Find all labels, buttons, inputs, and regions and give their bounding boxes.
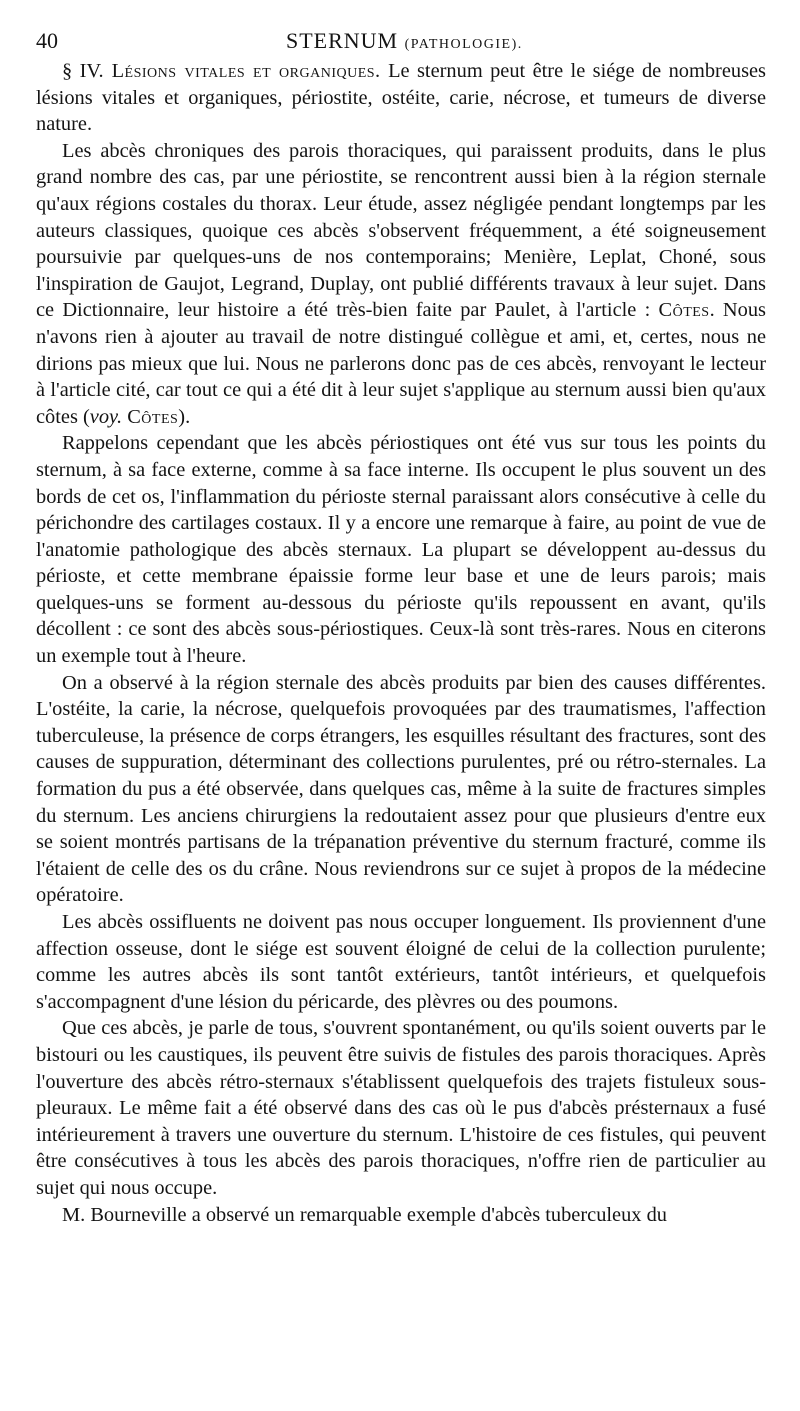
section-heading: Lésions vitales et organiques.: [111, 60, 381, 82]
document-page: [36, 28, 766, 1228]
cross-reference-cotes: Côtes: [658, 299, 710, 322]
section-intro-paragraph: [36, 58, 766, 138]
body-text: [36, 58, 766, 1228]
page-header: [36, 28, 766, 58]
section-intro-text: Le sternum peut être le siége de nombreuses lésions vitales et organiques, périostite, ostéite, carie, nécrose, et tumeurs de diverse nature.: [36, 60, 766, 136]
paragraph-chronic-abscesses: [36, 138, 766, 431]
running-title-subtitle: (PATHOLOGIE).: [404, 37, 523, 52]
paragraph-text: ).: [178, 405, 191, 428]
cross-reference-cotes: Côtes: [127, 405, 179, 428]
paragraph-periosteal-abscesses: Rappelons cependant que les abcès périostiques ont été vus sur tous les points du sternum, à sa face externe, comme à sa face interne. Ils occupent le plus souvent un des bords de cet os, l'inflammation du périoste sternal paraissant alors consécutive à celle du périchondre des cartilages costaux. Il y a encore une remarque à faire, au point de vue de l'anatomie pathologique des abcès sternaux. La plupart se développent au-dessus du périoste, et cette membrane épaissie forme leur base et une de leurs parois; mais quelques-uns se forment au-dessous du périoste qu'ils repoussent en avant, qu'ils décollent : ce sont des abcès sous-périostiques. Ceux-là sont très-rares. Nous en citerons un exemple tout à l'heure.: [36, 432, 766, 668]
page-number: 40: [36, 28, 58, 53]
paragraph-sternal-causes: On a observé à la région sternale des abcès produits par bien des causes différentes. L'ostéite, la carie, la nécrose, quelquefois provoquées par des traumatismes, l'affection tuberculeuse, la présence de corps étrangers, les esquilles résultant des fractures, sont des causes de suppuration, déterminant des collections purulentes, pré ou rétro-sternales. La formation du pus a été observée, dans quelques cas, même à la suite de fractures simples du sternum. Les anciens chirurgiens la redoutaient assez pour que plusieurs d'entre eux se soient montrés partisans de la trépanation préventive du sternum fracturé, comme ils l'étaient de celle des os du crâne. Nous reviendrons sur ce sujet à propos de la médecine opératoire.: [36, 671, 766, 907]
running-title: [286, 28, 523, 54]
running-title-main: STERNUM: [286, 28, 399, 53]
voy-abbreviation: voy.: [89, 405, 123, 428]
paragraph-ossifluent-abscesses: Les abcès ossifluents ne doivent pas nous occuper longuement. Ils proviennent d'une affection osseuse, dont le siége est souvent éloigné de celui de la collection purulente; comme les autres abcès ils sont tantôt extérieurs, tantôt intérieurs, et quelquefois s'accompagnent d'une lésion du péricarde, des plèvres ou des poumons.: [36, 911, 766, 1013]
paragraph-bourneville: M. Bourneville a observé un remarquable exemple d'abcès tuberculeux du: [62, 1203, 667, 1226]
paragraph-text: Les abcès chroniques des parois thoraciques, qui paraissent produits, dans le plus grand nombre des cas, par une périostite, se rencontrent aussi bien à la région sternale qu'aux régions costales du thorax. Leur étude, assez négligée pendant longtemps par les auteurs classiques, quoique ces abcès s'observent fréquemment, a été soigneusement poursuivie par quelques-uns de nos contemporains; Menière, Leplat, Choné, sous l'inspiration de Gaujot, Legrand, Duplay, ont publié différents travaux à leur sujet. Dans ce Dictionnaire, leur histoire a été très-bien faite par Paulet, à l'article :: [36, 139, 766, 322]
paragraph-fistulas: Que ces abcès, je parle de tous, s'ouvrent spontanément, ou qu'ils soient ouverts par le bistouri ou les caustiques, ils peuvent être suivis de fistules des parois thoraciques. Après l'ouverture des abcès rétro-sternaux s'établissent quelquefois des trajets fistuleux sous-pleuraux. Le même fait a été observé dans des cas où le pus d'abcès présternaux a fusé intérieurement à travers une ouverture du sternum. L'histoire de ces fistules, qui peuvent être consécutives à tous les abcès des parois thoraciques, n'offre rien de particulier au sujet qui nous occupe.: [36, 1017, 766, 1199]
paragraph-text: . Nous n'avons rien à ajouter au travail de notre distingué collègue et ami, et, certes, nous ne dirions pas mieux que lui. Nous ne parlerons donc pas de ces abcès, renvoyant le lecteur à l'article cité, car tout ce qui a été dit à leur sujet s'applique au sternum aussi bien qu'aux côtes (: [36, 299, 766, 428]
section-label: § IV.: [62, 60, 104, 82]
